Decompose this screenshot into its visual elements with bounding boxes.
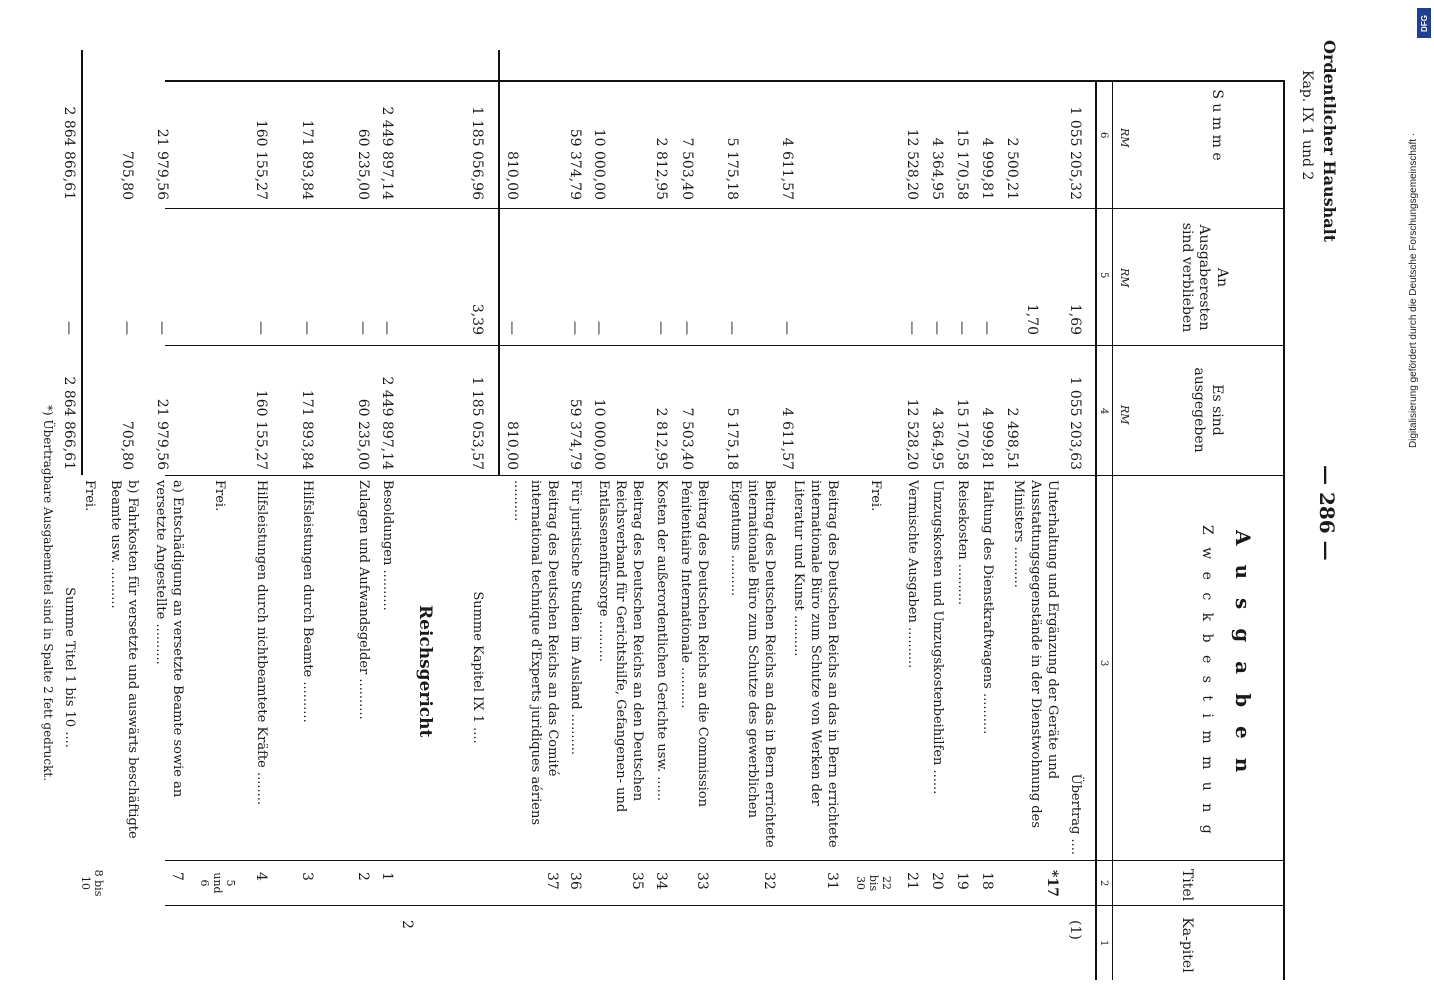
col-reste-header: An Ausgaberesten sind verblieben <box>1179 222 1230 333</box>
row-ausgegeben: 4 611,57 <box>779 407 795 470</box>
dfg-logo-text: DFG <box>1419 14 1429 32</box>
row-summe: 810,00 <box>504 151 520 200</box>
row-summe: 2 449 897,14 <box>379 106 395 200</box>
footnote: *) Übertragbare Ausgabemittel sind in Spalte 2 fett gedruckt. <box>41 405 55 782</box>
row-ausgegeben: 12 528,20 <box>904 398 920 470</box>
row-ausgegeben: 1 055 203,63 <box>1067 376 1083 470</box>
row-summe: 160 155,27 <box>253 119 269 200</box>
row-titel: 1 <box>379 872 395 881</box>
sum-kap1-ausgegeben: 1 185 053,57 <box>469 376 485 470</box>
row-titel: 3 <box>299 872 315 881</box>
row-desc: Beitrag des Deutschen Reichs an die Commission Pénitentiaire Internationale .......... <box>678 480 710 808</box>
row-titel: 18 <box>979 872 995 890</box>
row-reste: — <box>379 321 395 335</box>
row-desc: b) Fahrkosten für versetzte und auswärts beschäftigte Beamte usw. .......... <box>108 480 140 839</box>
column-number-rule <box>1112 80 1113 980</box>
row-desc: Frei. <box>868 480 883 512</box>
row-ausgegeben: 705,80 <box>119 421 135 470</box>
header-title: Ordentlicher Haushalt <box>1320 40 1339 243</box>
row-reste: — <box>954 321 970 335</box>
row-summe: 171 893,84 <box>299 119 315 200</box>
row-desc: Hilfsleistungen durch nichtbeamtete Kräfte ........ <box>254 480 269 806</box>
table-top-rule <box>1283 80 1285 980</box>
row-ausgegeben: 15 170,58 <box>954 398 970 470</box>
sep-summe <box>165 208 1285 209</box>
row-summe: 5 175,18 <box>724 137 740 200</box>
row-summe: 15 170,58 <box>954 128 970 200</box>
row-reste: — <box>724 321 740 335</box>
dfg-logo <box>1417 8 1431 38</box>
total-ausgegeben: 2 864 866,61 <box>61 376 77 470</box>
row-reste: — <box>567 321 583 335</box>
row-ausgegeben: 59 374,79 <box>567 398 583 470</box>
row-titel: 37 <box>544 872 560 890</box>
row-titel: 5 und 6 <box>198 872 237 894</box>
col-ausgaben-header: A u s g a b e n <box>1231 530 1255 779</box>
total-rule <box>81 50 83 475</box>
row-summe: 59 374,79 <box>567 128 583 200</box>
row-ausgegeben: 5 175,18 <box>724 407 740 470</box>
rotated-page <box>41 10 1345 990</box>
row-desc: Reisekosten .......... <box>955 480 970 606</box>
row-summe: 7 503,40 <box>679 137 695 200</box>
row-titel: 21 <box>904 872 920 890</box>
row-titel: 8 bis 10 <box>79 869 105 897</box>
row-desc: Kosten der außerordentlichen Gerichte usw. ...... <box>654 480 669 802</box>
row-titel: 31 <box>824 872 840 890</box>
row-desc: a) Entschädigung an versetzte Beamte sowie an versetzte Angestellte .......... <box>153 480 185 798</box>
col-ausgegeben-header: Es sind ausgegeben <box>1191 367 1225 453</box>
row-summe: 4 364,95 <box>929 137 945 200</box>
header-bottom-rule <box>1095 80 1097 980</box>
col-titel-header: Titel <box>1179 868 1195 902</box>
sum-kap1-rule <box>498 50 500 475</box>
colnum-1: 1 <box>1098 940 1109 947</box>
row-titel: 34 <box>653 872 669 890</box>
row-desc: Hilfsleistungen durch Beamte .......... <box>300 480 315 723</box>
total-reste: — <box>61 321 77 335</box>
row-desc: Unterhaltung und Ergänzung der Geräte und Ausstattungsgegenstände in der Dienstwohnung des Ministers .......... <box>1011 480 1060 828</box>
digitization-note <box>1408 8 1426 448</box>
row-desc: Frei. <box>212 480 227 512</box>
row-ausgegeben: 160 155,27 <box>253 389 269 470</box>
sum-kap1-reste: 3,39 <box>469 303 485 335</box>
row-titel: 20 <box>929 872 945 890</box>
row-ausgegeben: 4 364,95 <box>929 407 945 470</box>
row-ausgegeben: 10 000,00 <box>591 398 607 470</box>
row-ausgegeben: 7 503,40 <box>679 407 695 470</box>
total-label: Summe Titel 1 bis 10 .... <box>62 587 77 748</box>
row-ausgegeben: 2 498,51 <box>1004 407 1020 470</box>
row-ausgegeben: 810,00 <box>504 421 520 470</box>
row-summe: 60 235,00 <box>355 128 371 200</box>
colnum-3: 3 <box>1098 660 1109 667</box>
row-desc: Für juristische Studien im Ausland .......... <box>568 480 583 756</box>
page-number: — 286 — <box>1315 465 1339 561</box>
colnum-6: 6 <box>1098 132 1109 139</box>
row-ausgegeben: 2 812,95 <box>653 407 669 470</box>
row-desc: Vermischte Ausgaben .......... <box>905 480 920 669</box>
row-titel: 32 <box>761 872 777 890</box>
unit-summe: RM <box>1118 128 1131 148</box>
col-zweck-header: Z w e c k b e s t i m m u n g <box>1199 525 1215 838</box>
row-summe: 4 611,57 <box>779 137 795 200</box>
row-titel: 36 <box>567 872 583 890</box>
colnum-5: 5 <box>1098 272 1109 279</box>
total-summe: 2 864 866,61 <box>61 106 77 200</box>
row-desc: Beitrag des Deutschen Reichs an das Comité international technique d'Experts juridiques aériens .......... <box>511 480 560 826</box>
row-reste: — <box>779 321 795 335</box>
row-desc: Beitrag des Deutschen Reichs an das in Bern errichtete internationale Büro zum Schutze von Werken der Literatur und Kunst .......... <box>791 480 840 848</box>
row-titel: 19 <box>954 872 970 890</box>
unit-ausgegeben: RM <box>1118 405 1131 425</box>
row-summe: 21 979,56 <box>154 128 170 200</box>
row-summe: 4 999,81 <box>979 137 995 200</box>
row-desc: Übertrag .... <box>1068 773 1083 855</box>
row-reste: — <box>904 321 920 335</box>
row-summe: 12 528,20 <box>904 128 920 200</box>
row-summe: 10 000,00 <box>591 128 607 200</box>
row-reste: — <box>299 321 315 335</box>
sep-titel <box>165 905 1285 906</box>
row-reste: — <box>979 321 995 335</box>
row-reste: — <box>253 321 269 335</box>
row-ausgegeben: 4 999,81 <box>979 407 995 470</box>
sep-ausgegeben <box>165 475 1285 476</box>
row-titel: 33 <box>694 872 710 890</box>
row-desc: Umzugskosten und Umzugskostenbeihilfen ...... <box>930 480 945 795</box>
row-titel: *17 <box>1044 870 1060 897</box>
row-reste: — <box>355 321 371 335</box>
row-summe: 2 812,95 <box>653 137 669 200</box>
row-desc: Beitrag des Deutschen Reichs an den Deutschen Reichsverband für Gerichtshilfe, Gefangenen- und Entlassenenfürsorge .......... <box>596 480 645 813</box>
row-ausgegeben: 60 235,00 <box>355 398 371 470</box>
row-reste: — <box>679 321 695 335</box>
row-desc: Besoldungen .......... <box>380 480 395 611</box>
row-titel: 2 <box>355 872 371 881</box>
row-reste: 1,70 <box>1024 303 1040 335</box>
digitization-note-text: Digitalisierung gefördert durch die Deutsche Forschungsgemeinschaft · <box>1408 132 1419 448</box>
row-titel: 4 <box>253 872 269 881</box>
row-titel: 35 <box>629 872 645 890</box>
sep-desc <box>165 860 1285 861</box>
col-kapitel-header: Ka-pitel <box>1179 917 1195 973</box>
row-reste: — <box>504 321 520 335</box>
row-reste: — <box>119 321 135 335</box>
sep-reste <box>165 345 1285 346</box>
row-reste: — <box>154 321 170 335</box>
row-titel: 7 <box>169 872 185 881</box>
row-reste: — <box>591 321 607 335</box>
section2-kapitel: 2 <box>399 920 415 929</box>
row-summe: 1 055 205,32 <box>1067 106 1083 200</box>
header-subtitle: Kap. IX 1 und 2 <box>1299 70 1315 181</box>
row-summe: 2 500,21 <box>1004 137 1020 200</box>
row-ausgegeben: 2 449 897,14 <box>379 376 395 470</box>
row-desc: Zulagen und Aufwandsgelder .......... <box>356 480 371 720</box>
row-desc: Haltung des Dienstkraftwagens .......... <box>980 480 995 735</box>
row-summe: 705,80 <box>119 151 135 200</box>
row-reste: — <box>929 321 945 335</box>
row-ausgegeben: 21 979,56 <box>154 398 170 470</box>
row-kapitel: (1) <box>1067 920 1083 940</box>
row-desc: Beitrag des Deutschen Reichs an das in Bern errichtete internationale Büro zum Schutze des gewerblichen Eigentums .......... <box>728 480 777 848</box>
row-titel: 22 bis 30 <box>854 874 893 892</box>
col-summe-header: S u m m e <box>1209 89 1225 161</box>
row-ausgegeben: 171 893,84 <box>299 389 315 470</box>
colnum-2: 2 <box>1098 880 1109 887</box>
sum-kap1-summe: 1 185 056,96 <box>469 106 485 200</box>
sum-kap1-label: Summe Kapitel IX 1 .... <box>470 591 485 744</box>
row-desc: Frei. <box>82 480 97 512</box>
unit-reste: RM <box>1118 268 1131 288</box>
row-reste: 1,69 <box>1067 303 1083 335</box>
row-reste: — <box>653 321 669 335</box>
section2-title: Reichsgericht <box>415 605 435 738</box>
colnum-4: 4 <box>1098 408 1109 415</box>
